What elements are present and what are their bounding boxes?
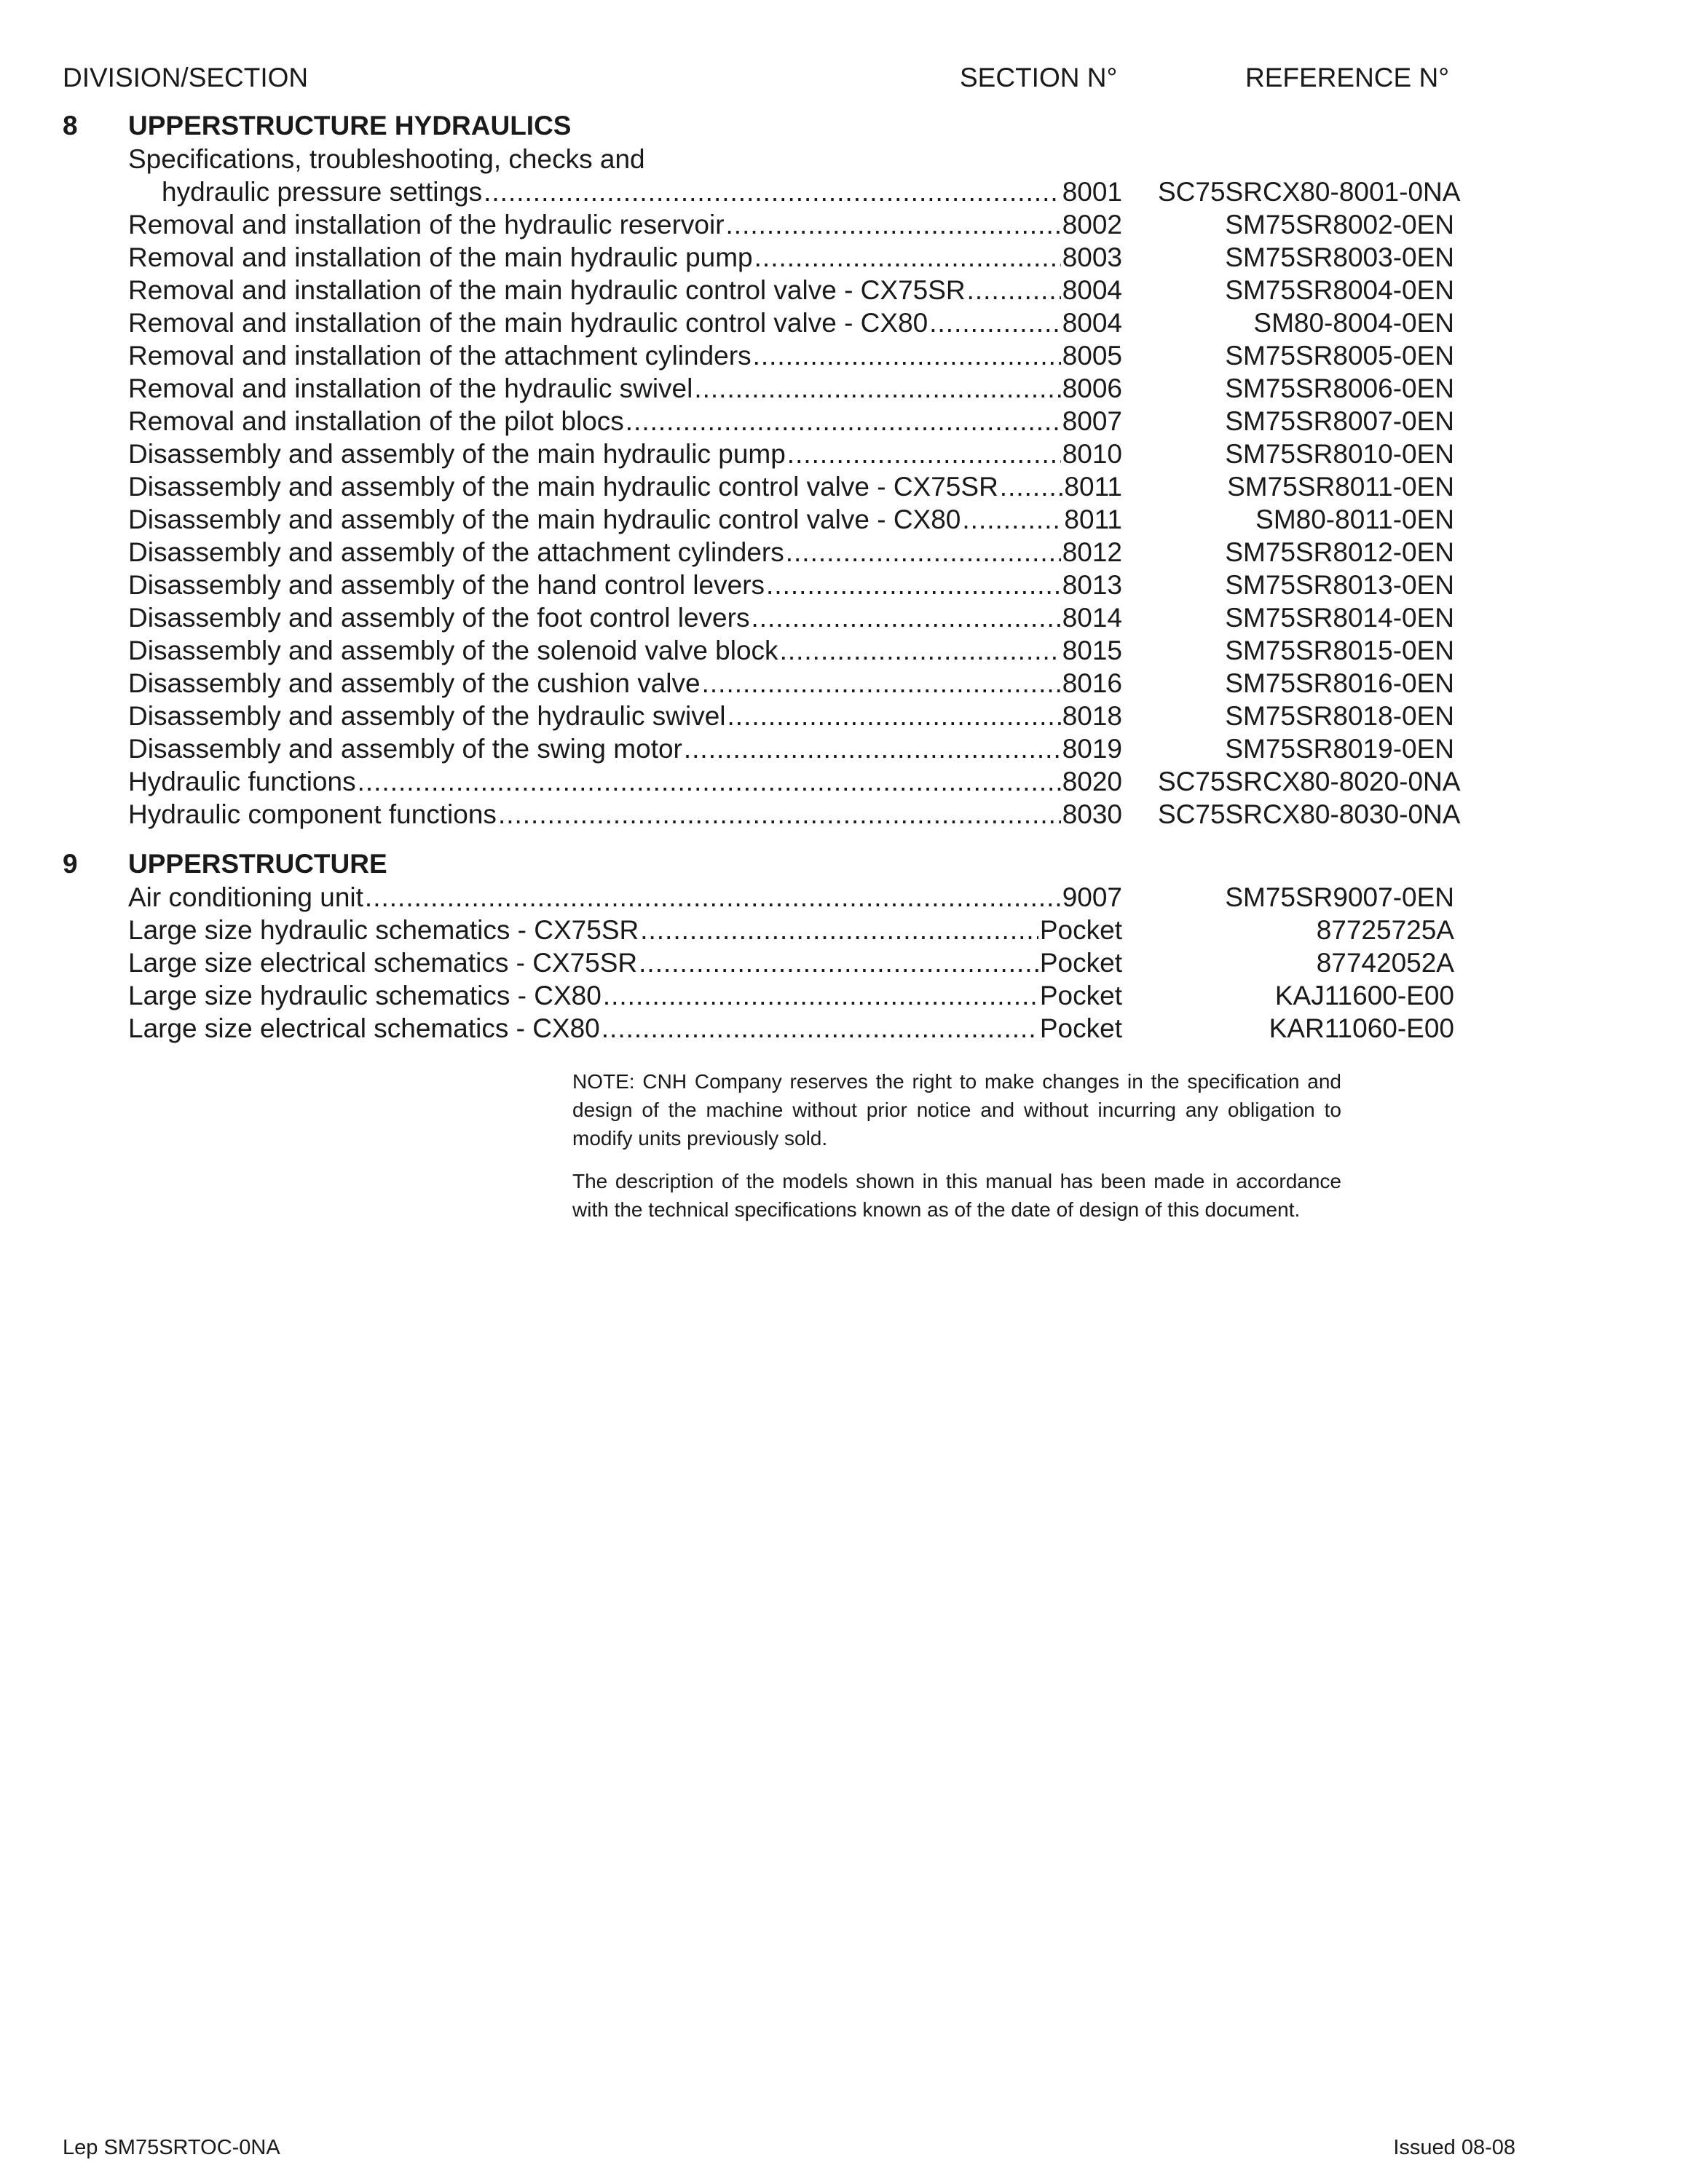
toc-entry-title: Removal and installation of the hydraulic swivel: [128, 373, 693, 403]
division-number: 8: [63, 111, 78, 141]
toc-row[interactable]: [0, 979, 1688, 1012]
toc-row[interactable]: [0, 438, 1688, 470]
toc-section-number: 8003: [1062, 242, 1122, 272]
toc-reference-number: SM75SR8006-0EN: [1225, 373, 1454, 403]
toc-entry-title: Disassembly and assembly of the solenoid valve block: [128, 636, 778, 665]
division-title: UPPERSTRUCTURE HYDRAULICS: [128, 111, 572, 141]
dot-leader: [640, 914, 1038, 946]
toc-row[interactable]: [0, 667, 1688, 700]
division-number: 9: [63, 849, 78, 879]
toc-entry: [128, 914, 1122, 946]
toc-row[interactable]: [0, 1012, 1688, 1045]
toc-row[interactable]: [0, 569, 1688, 601]
dot-leader: [754, 241, 1061, 274]
toc-entry-title: Disassembly and assembly of the main hydraulic pump: [128, 439, 786, 469]
dot-leader: [702, 667, 1061, 700]
toc-entry: [128, 946, 1122, 979]
toc-entry: [128, 979, 1122, 1012]
toc-section-number: 8001: [1062, 177, 1122, 207]
toc-row[interactable]: [0, 306, 1688, 339]
dot-leader: [1000, 470, 1063, 503]
toc-row[interactable]: [0, 634, 1688, 667]
toc-section-number: 8011: [1064, 472, 1122, 502]
note-paragraph: NOTE: CNH Company reserves the right to make changes in the specification and design of the machine without prior notice and without incurring any obligation to modify units previously sold.: [572, 1070, 1341, 1150]
toc-entry: [128, 438, 1122, 470]
toc-row[interactable]: [0, 946, 1688, 979]
toc-row[interactable]: [0, 208, 1688, 241]
dot-leader: [766, 569, 1061, 601]
toc-entry: [128, 732, 1122, 765]
toc-entry-title: Air conditioning unit: [128, 882, 363, 912]
toc-row[interactable]: [0, 765, 1688, 798]
toc-reference-number: SM80-8004-0EN: [1253, 308, 1454, 338]
note-paragraph: The description of the models shown in this manual has been made in accordance with the technical specifications known as of the date of design of this document.: [572, 1170, 1341, 1221]
toc-reference-number: 87742052A: [1316, 948, 1454, 978]
toc-entry: [128, 798, 1122, 831]
toc-entry: [128, 881, 1122, 914]
toc-reference-number: SM75SR8013-0EN: [1225, 570, 1454, 600]
toc-entry: [162, 175, 1122, 208]
toc-entry-title: Large size hydraulic schematics - CX75SR: [128, 915, 639, 945]
toc-section-number: 8002: [1062, 210, 1122, 240]
toc-entry: [128, 306, 1122, 339]
toc-entry: [128, 569, 1122, 601]
toc-section-number: Pocket: [1039, 948, 1122, 978]
toc-entry: [128, 503, 1122, 536]
toc-row[interactable]: [0, 241, 1688, 274]
toc-intro-line: [0, 143, 1688, 175]
toc-reference-number: SC75SRCX80-8020-0NA: [1158, 767, 1461, 796]
toc-entry-title: Disassembly and assembly of the main hydraulic control valve - CX75SR: [128, 472, 998, 502]
footer-document-id: Lep SM75SRTOC-0NA: [63, 2136, 280, 2159]
dot-leader: [787, 438, 1061, 470]
toc-reference-number: SM75SR8011-0EN: [1227, 472, 1454, 502]
division-title: UPPERSTRUCTURE: [128, 849, 387, 879]
toc-row[interactable]: [0, 175, 1688, 208]
toc-entry-title: Disassembly and assembly of the cushion valve: [128, 668, 701, 698]
toc-reference-number: 87725725A: [1316, 915, 1454, 945]
dot-leader: [684, 732, 1061, 765]
dot-leader: [498, 798, 1061, 831]
toc-entry: [128, 536, 1122, 569]
dot-leader: [727, 700, 1061, 732]
toc-entry: [128, 241, 1122, 274]
toc-section-number: 9007: [1062, 882, 1122, 912]
toc-entry: [128, 372, 1122, 405]
toc-section-number: 8006: [1062, 373, 1122, 403]
dot-leader: [967, 274, 1061, 306]
division-heading-8: [63, 109, 1373, 143]
toc-row[interactable]: [0, 732, 1688, 765]
division-heading-9: [63, 847, 1373, 881]
toc-reference-number: SM75SR8007-0EN: [1225, 406, 1454, 436]
toc-section-number: 8004: [1062, 275, 1122, 305]
toc-section-number: Pocket: [1039, 915, 1122, 945]
toc-section-number: 8011: [1064, 505, 1122, 534]
toc-row[interactable]: [0, 503, 1688, 536]
toc-entry-title: Removal and installation of the attachment cylinders: [128, 341, 752, 371]
toc-entry-title: Specifications, troubleshooting, checks and: [128, 144, 645, 174]
toc-section-number: Pocket: [1039, 1013, 1122, 1043]
toc-reference-number: SM75SR8018-0EN: [1225, 701, 1454, 731]
toc-row[interactable]: [0, 274, 1688, 306]
toc-section-number: Pocket: [1039, 981, 1122, 1010]
toc-reference-number: SM75SR9007-0EN: [1225, 882, 1454, 912]
toc-entry-title: Disassembly and assembly of the hydraulic swivel: [128, 701, 726, 731]
toc-section-number: 8020: [1062, 767, 1122, 796]
toc-section-number: 8015: [1062, 636, 1122, 665]
toc-row[interactable]: [0, 339, 1688, 372]
toc-entry-title: Removal and installation of the main hydraulic control valve - CX80: [128, 308, 928, 338]
toc-entry: [128, 1012, 1122, 1045]
toc-row[interactable]: [0, 405, 1688, 438]
column-header-division-section: DIVISION/SECTION: [63, 63, 309, 92]
dot-leader: [639, 946, 1038, 979]
toc-entry-title: Disassembly and assembly of the hand control levers: [128, 570, 765, 600]
toc-reference-number: SM75SR8014-0EN: [1225, 603, 1454, 633]
toc-entry-title: hydraulic pressure settings: [162, 177, 483, 207]
toc-reference-number: KAR11060-E00: [1269, 1013, 1454, 1043]
footer-issue-date: Issued 08-08: [1393, 2136, 1515, 2159]
toc-section-number: 8030: [1062, 799, 1122, 829]
toc-reference-number: SM75SR8016-0EN: [1225, 668, 1454, 698]
dot-leader: [962, 503, 1062, 536]
toc-reference-number: SM75SR8003-0EN: [1225, 242, 1454, 272]
toc-entry: [128, 208, 1122, 241]
dot-leader: [358, 765, 1061, 798]
toc-entry: [128, 700, 1122, 732]
toc-entry-title: Disassembly and assembly of the foot control levers: [128, 603, 750, 633]
toc-entry-title: Removal and installation of the main hydraulic control valve - CX75SR: [128, 275, 966, 305]
toc-reference-number: SM75SR8012-0EN: [1225, 537, 1454, 567]
toc-entry-title: Hydraulic component functions: [128, 799, 497, 829]
toc-entry: [128, 765, 1122, 798]
toc-entry-title: Large size electrical schematics - CX75SR: [128, 948, 638, 978]
dot-leader: [780, 634, 1061, 667]
toc-row[interactable]: [0, 372, 1688, 405]
toc-row[interactable]: [0, 798, 1688, 831]
dot-leader: [603, 979, 1038, 1012]
toc-entry-title: Disassembly and assembly of the main hydraulic control valve - CX80: [128, 505, 961, 534]
toc-reference-number: SM75SR8019-0EN: [1225, 734, 1454, 764]
toc-entry-title: Removal and installation of the pilot blocs: [128, 406, 624, 436]
toc-entry-title: Large size hydraulic schematics - CX80: [128, 981, 602, 1010]
toc-reference-number: SM75SR8005-0EN: [1225, 341, 1454, 371]
dot-leader: [751, 601, 1060, 634]
toc-reference-number: SC75SRCX80-8030-0NA: [1158, 799, 1461, 829]
toc-reference-number: SM75SR8004-0EN: [1225, 275, 1454, 305]
toc-section-number: 8007: [1062, 406, 1122, 436]
toc-section-number: 8018: [1062, 701, 1122, 731]
toc-entry-title: Large size electrical schematics - CX80: [128, 1013, 600, 1043]
disclaimer-note: [572, 1067, 1341, 1238]
dot-leader: [602, 1012, 1038, 1045]
toc-row[interactable]: [0, 601, 1688, 634]
toc-entry: [128, 634, 1122, 667]
toc-reference-number: SM75SR8002-0EN: [1225, 210, 1454, 240]
toc-entry: [128, 274, 1122, 306]
toc-entry-title: Disassembly and assembly of the swing motor: [128, 734, 682, 764]
toc-entry: [128, 339, 1122, 372]
toc-section-number: 8005: [1062, 341, 1122, 371]
toc-entry-title: Removal and installation of the hydraulic reservoir: [128, 210, 725, 240]
toc-row[interactable]: [0, 881, 1688, 914]
toc-entry-title: Hydraulic functions: [128, 767, 356, 796]
dot-leader: [929, 306, 1060, 339]
toc-section-number: 8014: [1062, 603, 1122, 633]
toc-reference-number: SM75SR8010-0EN: [1225, 439, 1454, 469]
dot-leader: [365, 881, 1061, 914]
dot-leader: [484, 175, 1061, 208]
dot-leader: [694, 372, 1060, 405]
toc-reference-number: KAJ11600-E00: [1274, 981, 1454, 1010]
toc-row[interactable]: [0, 700, 1688, 732]
toc-row[interactable]: [0, 914, 1688, 946]
dot-leader: [726, 208, 1061, 241]
toc-entry: [128, 667, 1122, 700]
toc-section-number: 8013: [1062, 570, 1122, 600]
toc-reference-number: SM75SR8015-0EN: [1225, 636, 1454, 665]
toc-entry: [128, 470, 1122, 503]
column-header-reference-number: REFERENCE N°: [1245, 63, 1449, 92]
dot-leader: [626, 405, 1061, 438]
dot-leader: [753, 339, 1061, 372]
toc-entry-title: Removal and installation of the main hydraulic pump: [128, 242, 753, 272]
toc-entry: [128, 405, 1122, 438]
toc-section-number: 8019: [1062, 734, 1122, 764]
dot-leader: [786, 536, 1061, 569]
toc-section-number: 8012: [1062, 537, 1122, 567]
toc-reference-number: SC75SRCX80-8001-0NA: [1158, 177, 1461, 207]
toc-entry: [128, 601, 1122, 634]
toc-section-number: 8010: [1062, 439, 1122, 469]
toc-section-number: 8016: [1062, 668, 1122, 698]
column-header-section-number: SECTION N°: [960, 63, 1118, 92]
toc-row[interactable]: [0, 470, 1688, 503]
toc-reference-number: SM80-8011-0EN: [1255, 505, 1454, 534]
toc-row[interactable]: [0, 536, 1688, 569]
toc-section-number: 8004: [1062, 308, 1122, 338]
toc-entry-title: Disassembly and assembly of the attachment cylinders: [128, 537, 784, 567]
